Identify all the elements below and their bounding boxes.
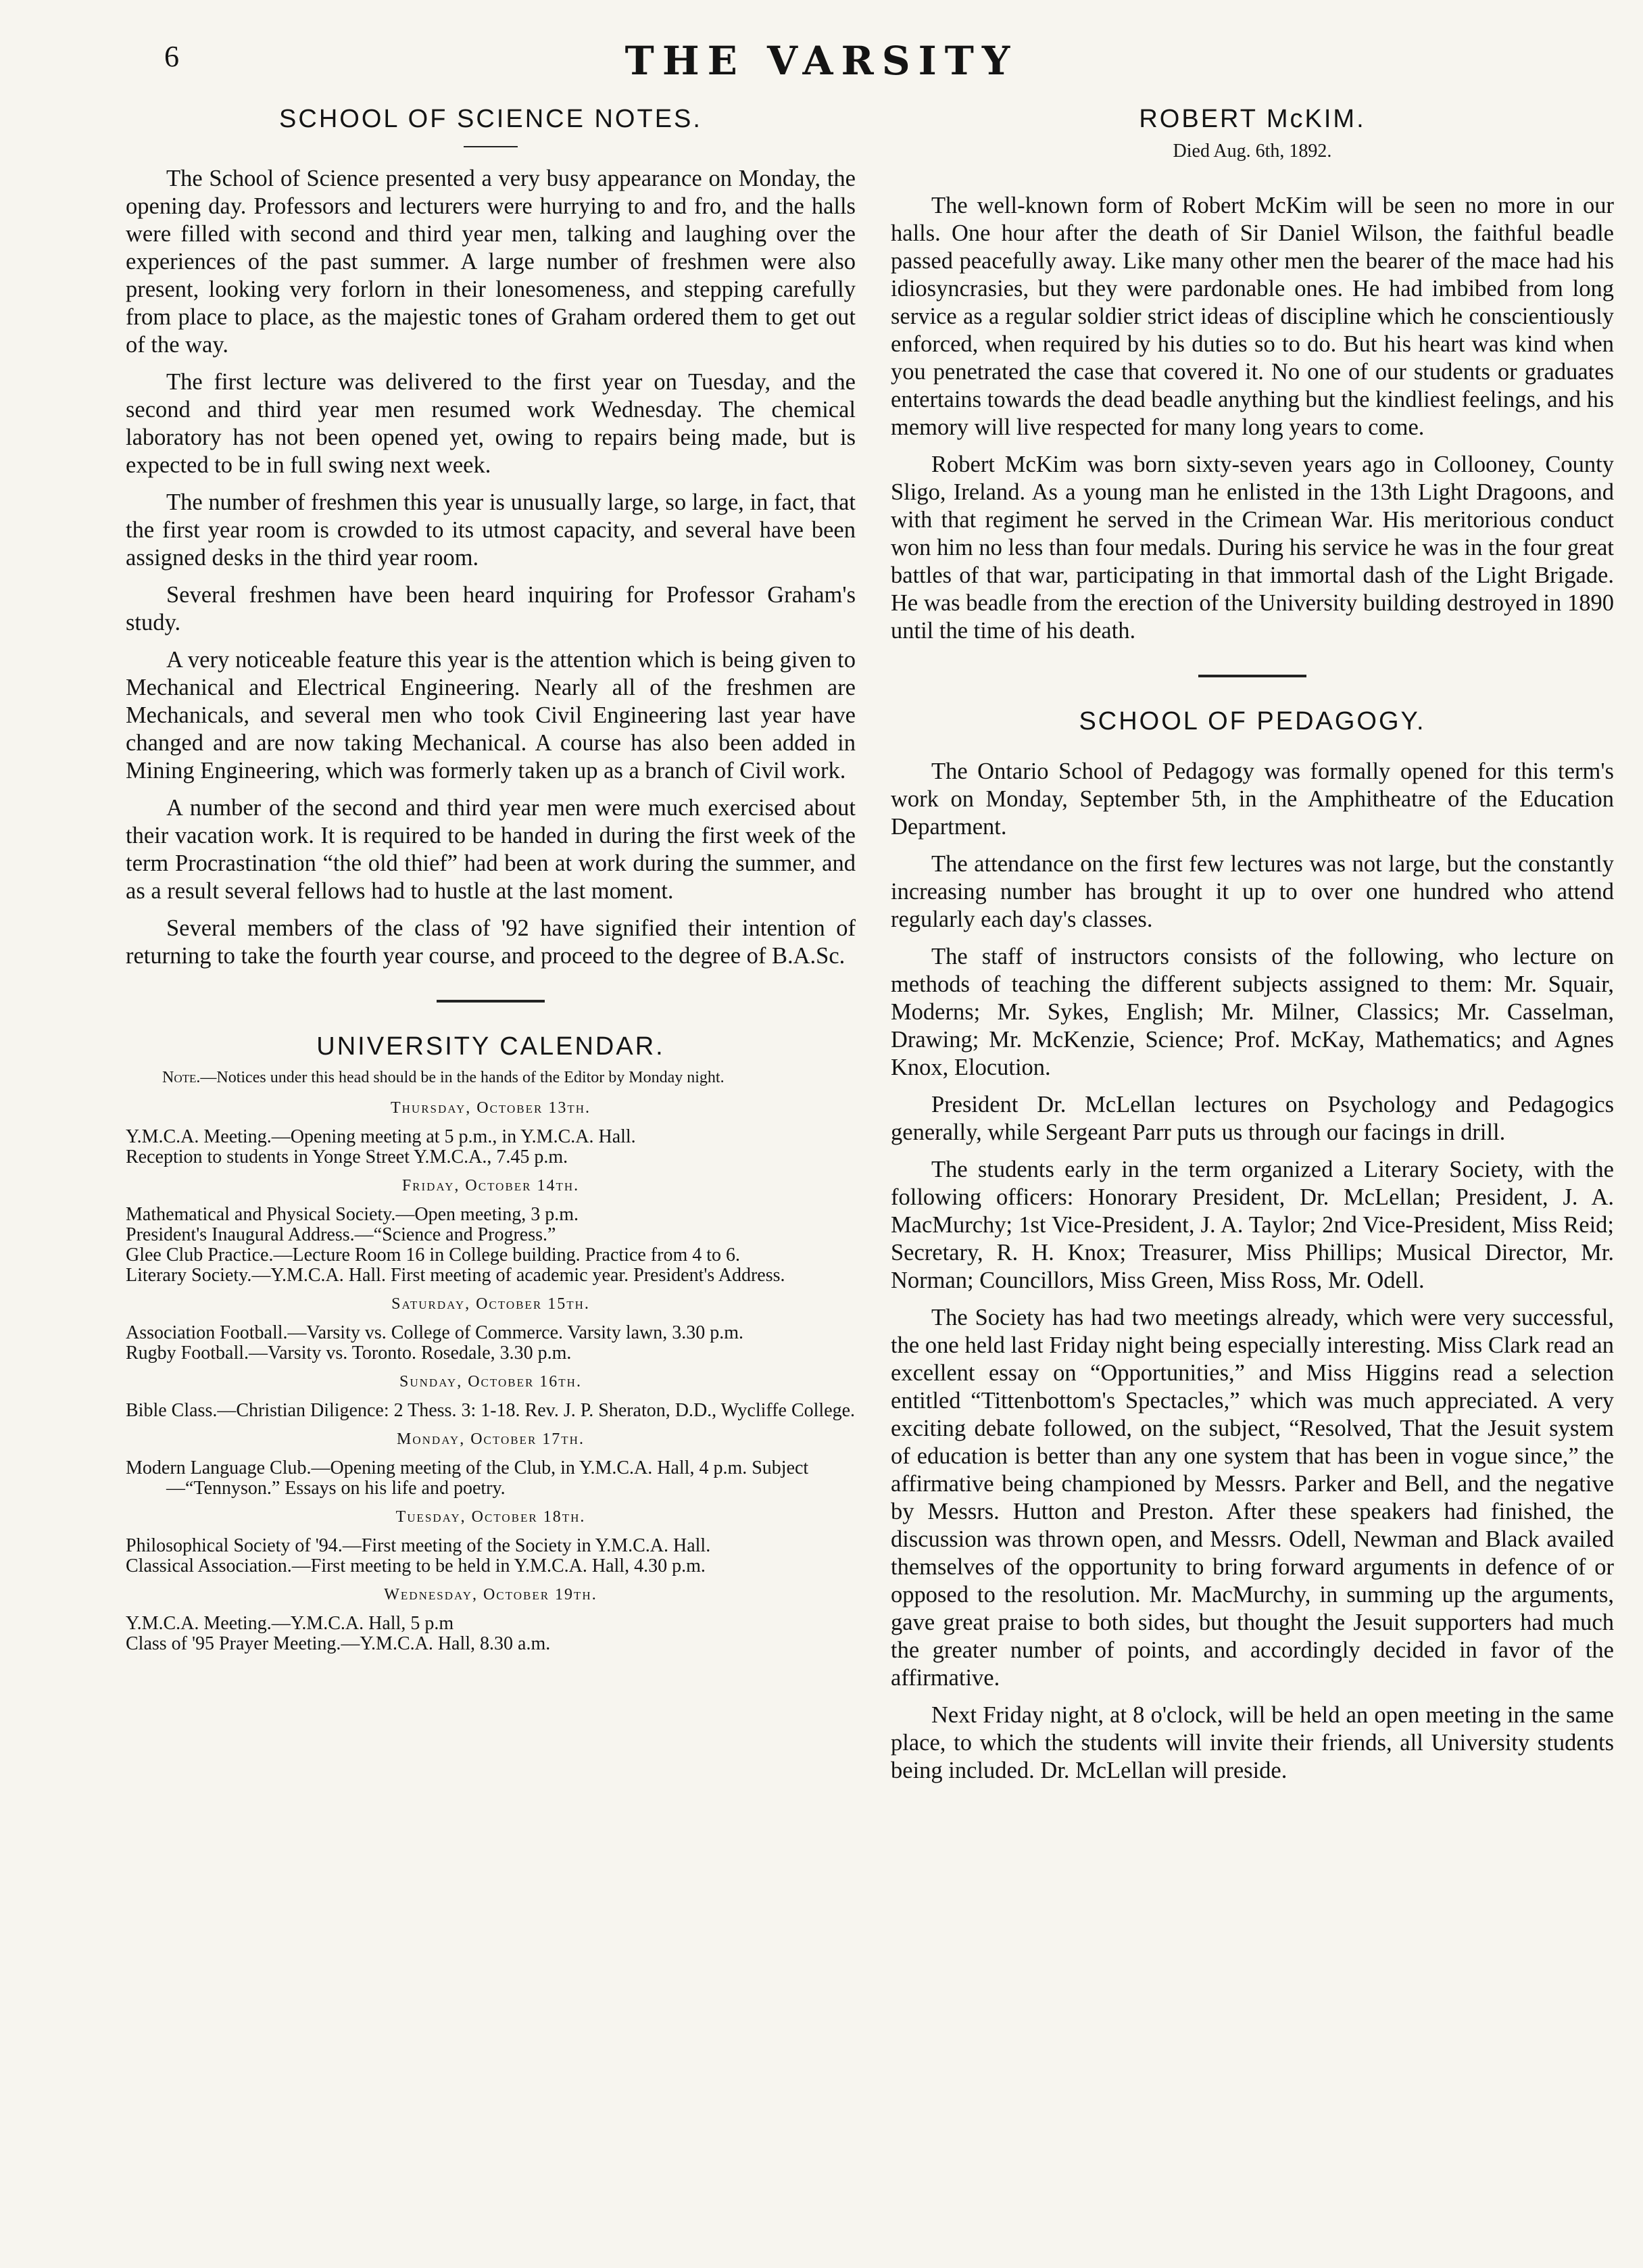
university-calendar-section [126, 1032, 856, 1654]
section-divider [1198, 675, 1306, 677]
pedagogy-paragraph: President Dr. McLellan lectures on Psychology and Pedagogics generally, while Sergeant Parr puts us through our facings in drill. [891, 1092, 1614, 1145]
calendar-day [126, 1586, 856, 1654]
calendar-entry: Reception to students in Yonge Street Y.M.C.A., 7.45 p.m. [126, 1147, 568, 1167]
calendar-day-label: Monday, October 17th. [397, 1430, 585, 1448]
science-paragraph: A very noticeable feature this year is the attention which is being given to Mechanical and Electrical Engineering. Nearly all of the freshmen are Mechanicals, and several men who took Civil Engineering last year have changed and are now taking Mechanical. A course has also been added in Mining Engineering, which was formerly taken up as a branch of Civil work. [126, 647, 856, 783]
calendar-day [126, 1508, 856, 1576]
school-of-pedagogy-section [891, 707, 1614, 1785]
section-divider [437, 1000, 545, 1003]
right-column [891, 105, 1614, 1794]
calendar-day [126, 1099, 856, 1167]
calendar-day [126, 1177, 856, 1286]
pedagogy-paragraph: The attendance on the first few lectures was not large, but the constantly increasing number has brought it up to over one hundred who attend regularly each day's classes. [891, 851, 1614, 932]
calendar-entry: Y.M.C.A. Meeting.—Y.M.C.A. Hall, 5 p.m [126, 1613, 454, 1634]
calendar-day-label: Sunday, October 16th. [399, 1373, 582, 1391]
science-paragraph: Several freshmen have been heard inquiring for Professor Graham's study. [126, 582, 856, 635]
school-of-science-section [126, 105, 856, 970]
calendar-entry: Rugby Football.—Varsity vs. Toronto. Rosedale, 3.30 p.m. [126, 1343, 572, 1364]
calendar-entry: Glee Club Practice.—Lecture Room 16 in College building. Practice from 4 to 6. [126, 1245, 741, 1265]
calendar-entry: Modern Language Club.—Opening meeting of the Club, in Y.M.C.A. Hall, 4 p.m. Subject—“Tennyson.” Essays on his life and poetry. [126, 1457, 809, 1499]
science-heading: SCHOOL OF SCIENCE NOTES. [279, 105, 702, 133]
calendar-day-label: Tuesday, October 18th. [395, 1508, 586, 1526]
pedagogy-heading: SCHOOL OF PEDAGOGY. [1079, 707, 1426, 735]
calendar-day-label: Saturday, October 15th. [391, 1295, 590, 1313]
pedagogy-paragraph: The students early in the term organized a Literary Society, with the following officers: Honorary President, Dr. McLellan; President, J. A. MacMurchy; 1st Vice-President, J. A. Taylor; 2nd Vice-President, Miss Reid; Secretary, R. H. Knox; Treasurer, Miss Phillips; Musical Director, Mr. Norman; Councillors, Miss Green, Miss Ross, Mr. Odell. [891, 1157, 1614, 1293]
calendar-note-text: —Notices under this head should be in the hands of the Editor by Monday night. [200, 1069, 725, 1086]
mckim-paragraph: Robert McKim was born sixty-seven years ago in Collooney, County Sligo, Ireland. As a young man he enlisted in the 13th Light Dragoons, and with that regiment he served in the Crimean War. His meritorious conduct won him no less than four medals. During his service he was in the four great battles of that war, participating in that immortal dash of the Light Brigade. He was beadle from the erection of the University building destroyed in 1890 until the time of his death. [891, 452, 1614, 644]
calendar-entry: Mathematical and Physical Society.—Open meeting, 3 p.m. [126, 1204, 579, 1225]
calendar-day-label: Thursday, October 13th. [390, 1099, 591, 1117]
heading-spacer [891, 743, 1614, 758]
robert-mckim-section [891, 105, 1614, 645]
pedagogy-paragraph: The staff of instructors consists of the following, who lecture on methods of teaching the different subjects assigned to them: Mr. Squair, Moderns; Mr. Sykes, English; Mr. Milner, Classics; Mr. Casselman, Drawing; Mr. McKenzie, Science; Prof. McKay, Mathematics; and Agnes Knox, Elocution. [891, 944, 1614, 1080]
calendar-day [126, 1373, 856, 1421]
mckim-death-date: Died Aug. 6th, 1892. [1173, 141, 1332, 162]
science-paragraph: The first lecture was delivered to the first year on Tuesday, and the second and third year men resumed work Wednesday. The chemical laboratory has not been opened yet, owing to repairs being made, but is expected to be in full swing next week. [126, 369, 856, 478]
calendar-heading: UNIVERSITY CALENDAR. [316, 1032, 665, 1061]
calendar-entry: Literary Society.—Y.M.C.A. Hall. First meeting of academic year. President's Address. [126, 1265, 785, 1286]
calendar-entry: Class of '95 Prayer Meeting.—Y.M.C.A. Hall, 8.30 a.m. [126, 1633, 551, 1654]
science-paragraph: Several members of the class of '92 have signified their intention of returning to take the fourth year course, and proceed to the degree of B.A.Sc. [126, 915, 856, 969]
mckim-heading: ROBERT McKIM. [1139, 105, 1366, 133]
science-paragraph: The School of Science presented a very busy appearance on Monday, the opening day. Professors and lecturers were hurrying to and fro, and the halls were filled with second and third year men, talking and laughing over the experiences of the past summer. A large number of freshmen were also present, looking very forlorn in their lonesomeness, and stepping carefully from place to place, as the majestic tones of Graham ordered them to get out of the way. [126, 166, 856, 358]
calendar-entry: Association Football.—Varsity vs. College of Commerce. Varsity lawn, 3.30 p.m. [126, 1322, 744, 1343]
calendar-note-label: Note. [162, 1069, 201, 1086]
left-column [126, 105, 856, 1661]
calendar-day-label: Friday, October 14th. [401, 1177, 580, 1195]
calendar-entry: Classical Association.—First meeting to be held in Y.M.C.A. Hall, 4.30 p.m. [126, 1555, 706, 1576]
masthead-title: THE VARSITY [624, 38, 1019, 84]
calendar-entry: President's Inaugural Address.—“Science and Progress.” [126, 1224, 556, 1245]
calendar-day-label: Wednesday, October 19th. [384, 1586, 597, 1603]
pedagogy-paragraph: The Society has had two meetings already, which were very successful, the one held last Friday night being especially interesting. Miss Clark read an excellent essay on “Opportunities,” and Miss Higgins read a selection entitled “Tittenbottom's Spectacles,” which was much appreciated. A very exciting debate followed, on the subject, “Resolved, That the Jesuit system of education is better than any one system that has been in vogue since,” the affirmative being championed by Messrs. Parker and Bell, and the negative by Messrs. Hutton and Preston. After these speakers had finished, the discussion was thrown open, and Messrs. Odell, Newman and Black availed themselves of the opportunity to bring forward arguments in defence of or opposed to the resolution. Mr. MacMurchy, in summing up the arguments, gave great praise to both sides, but thought the Jesuit supporters had much the greater number of points, and accordingly decided in favor of the affirmative. [891, 1305, 1614, 1691]
heading-rule [464, 146, 518, 147]
calendar-day [126, 1430, 856, 1499]
calendar-entry: Y.M.C.A. Meeting.—Opening meeting at 5 p.m., in Y.M.C.A. Hall. [126, 1126, 636, 1147]
page-number: 6 [164, 40, 179, 73]
calendar-day [126, 1295, 856, 1364]
pedagogy-paragraph: The Ontario School of Pedagogy was formally opened for this term's work on Monday, September 5th, in the Amphitheatre of the Education Department. [891, 758, 1614, 840]
science-paragraph: The number of freshmen this year is unusually large, so large, in fact, that the first year room is crowded to its utmost capacity, and several have been assigned desks in the third year room. [126, 489, 856, 571]
calendar-entry: Bible Class.—Christian Diligence: 2 Thess. 3: 1-18. Rev. J. P. Sheraton, D.D., Wycliffe College. [126, 1400, 856, 1421]
calendar-entry: Philosophical Society of '94.—First meeting of the Society in Y.M.C.A. Hall. [126, 1535, 711, 1556]
science-paragraph: A number of the second and third year men were much exercised about their vacation work. It is required to be handed in during the first week of the term Procrastination “the old thief” had been at work during the summer, and as a result several fellows had to hustle at the last moment. [126, 795, 856, 904]
mckim-paragraph: The well-known form of Robert McKim will be seen no more in our halls. One hour after the death of Sir Daniel Wilson, the faithful beadle passed peacefully away. Like many other men the bearer of the mace had his idiosyncrasies, but they were pardonable ones. He had imbibed from long service as a regular soldier strict ideas of discipline which he conscientiously enforced, when required by his duties so to do. But his heart was kind when you penetrated the case that covered it. No one of our students or graduates entertains towards the dead beadle anything but the kindliest feelings, and his memory will live respected for many long years to come. [891, 193, 1614, 440]
calendar-note [126, 1068, 856, 1087]
pedagogy-paragraph: Next Friday night, at 8 o'clock, will be held an open meeting in the same place, to which the students will invite their friends, all University students being included. Dr. McLellan will preside. [891, 1702, 1614, 1783]
